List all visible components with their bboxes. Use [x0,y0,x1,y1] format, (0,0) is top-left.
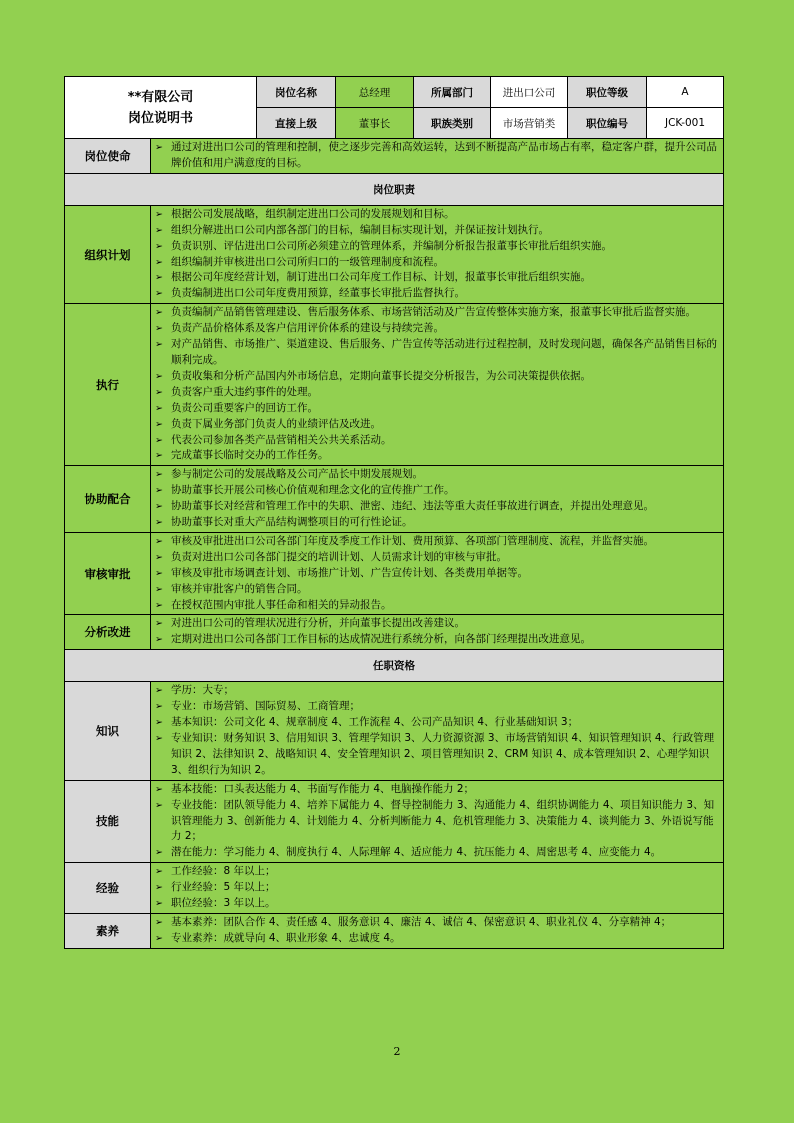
bullet-item: ➢ 协助董事长开展公司核心价值观和理念文化的宣传推广工作。 [155,483,719,499]
bullet-list [151,533,723,615]
position-name-value: 总经理 [336,77,414,108]
duty-group-row [65,466,724,533]
grade-value: A [647,77,724,108]
bullet-item: ➢ 潜在能力：学习能力 4、制度执行 4、人际理解 4、适应能力 4、抗压能力 4、周密思考 4、应变能力 4。 [155,845,719,861]
bullet-item: ➢ 完成董事长临时交办的工作任务。 [155,448,719,464]
bullet-item: ➢ 负责公司重要客户的回访工作。 [155,401,719,417]
qualification-group-row [65,780,724,863]
qualifications-section-title-row [65,650,724,682]
bullet-list [151,682,723,779]
bullet-item: ➢ 负责收集和分析产品国内外市场信息，定期向董事长提交分析报告，为公司决策提供依据。 [155,369,719,385]
superior-value: 董事长 [336,108,414,139]
category-value: 市场营销类 [491,108,568,139]
duty-group-content [151,532,724,615]
bullet-item: ➢ 负责编制产品销售管理建设、售后服务体系、市场营销活动及广告宣传整体实施方案，报董事长审批后监督实施。 [155,305,719,321]
duty-group-content [151,615,724,650]
bullet-item: ➢ 对进出口公司的管理状况进行分析，并向董事长提出改善建议。 [155,616,719,632]
bullet-list [151,466,723,532]
qualification-group-label: 知识 [65,682,151,780]
duty-group-content [151,205,724,303]
bullet-item: ➢ 专业：市场营销、国际贸易、工商管理； [155,699,719,715]
bullet-item: ➢ 工作经验：8 年以上； [155,864,719,880]
bullet-item: ➢ 专业素养：成就导向 4、职业形象 4、忠诚度 4。 [155,931,719,947]
bullet-item: ➢ 基本知识：公司文化 4、规章制度 4、工作流程 4、公司产品知识 4、行业基础知识 3； [155,715,719,731]
bullet-item: ➢ 协助董事长对重大产品结构调整项目的可行性论证。 [155,515,719,531]
bullet-item: ➢ 通过对进出口公司的管理和控制，使之逐步完善和高效运转，达到不断提高产品市场占有率，稳定客户群，提升公司品牌价值和用户满意度的目标。 [155,140,719,172]
department-label: 所属部门 [414,77,491,108]
page-number: 2 [393,1045,401,1058]
duty-group-label: 分析改进 [65,615,151,650]
bullet-item: ➢ 审核并审批客户的销售合同。 [155,582,719,598]
code-label: 职位编号 [568,108,647,139]
qualification-group-content [151,682,724,780]
position-name-label: 岗位名称 [257,77,336,108]
bullet-list [151,615,723,649]
qualification-group-content [151,863,724,914]
bullet-list [151,914,723,948]
bullet-item: ➢ 专业技能：团队领导能力 4、培养下属能力 4、督导控制能力 3、沟通能力 4、组织协调能力 4、项目知识能力 3、知识管理能力 3、创新能力 4、计划能力 4、分析判断能力 4、危机管理能力 3、决策能力 4、谈判能力 3、外语说写能力 2； [155,798,719,846]
bullet-item: ➢ 审核及审批进出口公司各部门年度及季度工作计划、费用预算、各项部门管理制度、流程，并监督实施。 [155,534,719,550]
bullet-list [151,781,723,863]
code-value: JCK-001 [647,108,724,139]
bullet-item: ➢ 负责下属业务部门负责人的业绩评估及改进。 [155,417,719,433]
qualification-group-row [65,913,724,948]
bullet-item: ➢ 根据公司年度经营计划，制订进出口公司年度工作目标、计划，报董事长审批后组织实施。 [155,270,719,286]
qualification-group-content [151,913,724,948]
bullet-item: ➢ 行业经验：5 年以上； [155,880,719,896]
bullet-list [151,206,723,303]
qualification-group-row [65,682,724,780]
qualification-group-label: 经验 [65,863,151,914]
bullet-item: ➢ 基本技能：口头表达能力 4、书面写作能力 4、电脑操作能力 2； [155,782,719,798]
company-name: **有限公司 [127,89,194,105]
category-label: 职族类别 [414,108,491,139]
duty-group-row [65,615,724,650]
duty-group-row [65,205,724,303]
bullet-item: ➢ 根据公司发展战略，组织制定进出口公司的发展规划和目标。 [155,207,719,223]
grade-label: 职位等级 [568,77,647,108]
job-description-table [64,76,724,949]
qualification-group-label: 技能 [65,780,151,863]
duty-group-content [151,304,724,466]
bullet-item: ➢ 负责对进出口公司各部门提交的培训计划、人员需求计划的审核与审批。 [155,550,719,566]
bullet-item: ➢ 审核及审批市场调查计划、市场推广计划、广告宣传计划、各类费用单据等。 [155,566,719,582]
bullet-item: ➢ 负责识别、评估进出口公司所必须建立的管理体系，并编制分析报告报董事长审批后组织实施。 [155,239,719,255]
duty-group-row [65,304,724,466]
duty-group-label: 执行 [65,304,151,466]
mission-label: 岗位使命 [65,139,151,174]
bullet-item: ➢ 基本素养：团队合作 4、责任感 4、服务意识 4、廉洁 4、诚信 4、保密意识 4、职业礼仪 4、分享精神 4； [155,915,719,931]
bullet-list [151,139,723,173]
duty-group-row [65,532,724,615]
bullet-item: ➢ 协助董事长对经营和管理工作中的失职、泄密、违纪、违法等重大责任事故进行调查，并提出处理意见。 [155,499,719,515]
bullet-list [151,304,723,465]
qualification-group-row [65,863,724,914]
mission-row [65,139,724,174]
bullet-item: ➢ 定期对进出口公司各部门工作目标的达成情况进行系统分析，向各部门经理提出改进意见。 [155,632,719,648]
bullet-item: ➢ 学历：大专； [155,683,719,699]
duties-section-title-row [65,173,724,205]
bullet-item: ➢ 组织编制并审核进出口公司所归口的一级管理制度和流程。 [155,255,719,271]
bullet-item: ➢ 负责客户重大违约事件的处理。 [155,385,719,401]
bullet-list [151,863,723,913]
bullet-item: ➢ 职位经验：3 年以上。 [155,896,719,912]
bullet-item: ➢ 专业知识：财务知识 3、信用知识 3、管理学知识 3、人力资源资源 3、市场营销知识 4、知识管理知识 4、行政管理知识 2、法律知识 2、战略知识 4、安全管理知识 2、项目管理知识 2、CRM 知识 4、成本管理知识 2、心理学知识 3、组织行为知识 2。 [155,731,719,779]
duties-section-title: 岗位职责 [65,173,724,205]
superior-label: 直接上级 [257,108,336,139]
duty-group-label: 组织计划 [65,205,151,303]
bullet-item: ➢ 负责产品价格体系及客户信用评价体系的建设与持续完善。 [155,321,719,337]
qualifications-section-title: 任职资格 [65,650,724,682]
bullet-item: ➢ 在授权范围内审批人事任命和相关的异动报告。 [155,598,719,614]
bullet-item: ➢ 组织分解进出口公司内部各部门的目标，编制目标实现计划，并保证按计划执行。 [155,223,719,239]
duty-group-label: 审核审批 [65,532,151,615]
department-value: 进出口公司 [491,77,568,108]
company-header-cell [65,77,257,139]
mission-content [151,139,724,174]
bullet-item: ➢ 参与制定公司的发展战略及公司产品长中期发展规划。 [155,467,719,483]
qualification-group-content [151,780,724,863]
qualification-group-label: 素养 [65,913,151,948]
duty-group-label: 协助配合 [65,466,151,533]
bullet-item: ➢ 负责编制进出口公司年度费用预算，经董事长审批后监督执行。 [155,286,719,302]
duty-group-content [151,466,724,533]
bullet-item: ➢ 代表公司参加各类产品营销相关公共关系活动。 [155,433,719,449]
bullet-item: ➢ 对产品销售、市场推广、渠道建设、售后服务、广告宣传等活动进行过程控制，及时发现问题，确保各产品销售目标的顺利完成。 [155,337,719,369]
doc-title: 岗位说明书 [128,110,194,126]
